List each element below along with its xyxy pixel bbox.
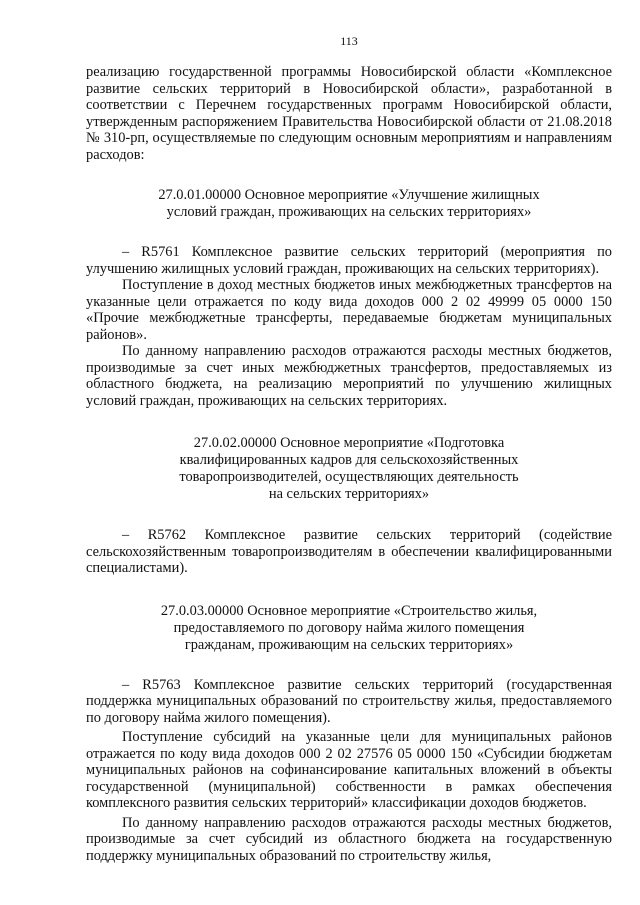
intro-paragraph: реализацию государственной программы Новосибирской области «Комплексное развитие сельских территорий в Новосибирской области», разработанной в соответствии с Перечнем государственных программ Новосибирской области, утвержденным распоряжением Правительства Новосибирской области от 21.08.2018 № 310-рп, осуществляемые по следующим основным мероприятиям и направлениям расходов: (86, 64, 612, 163)
heading-line: предоставляемого по договору найма жилого помещения (173, 619, 525, 636)
section-heading-27-0-02 (86, 435, 612, 503)
section-heading-27-0-03 (86, 603, 612, 654)
heading-line: 27.0.01.00000 Основное мероприятие «Улучшение жилищных (158, 187, 540, 203)
heading-line: товаропроизводителей, осуществляющих деятельность (179, 469, 519, 485)
section-heading-27-0-01 (86, 187, 612, 221)
page-number: 113 (340, 34, 358, 48)
heading-line: условий граждан, проживающих на сельских территориях» (166, 204, 532, 220)
heading-line: 27.0.03.00000 Основное мероприятие «Строительство жилья, (160, 602, 538, 619)
heading-line: гражданам, проживающим на сельских территориях» (184, 636, 514, 653)
expense-item-r5762: – R5762 Комплексное развитие сельских территорий (содействие сельскохозяйственным товаропроизводителям в обеспечении квалифицированными специалистами). (86, 527, 612, 576)
expense-item-r5763: – R5763 Комплексное развитие сельских территорий (государственная поддержка муниципальных образований по строительству жилья, предоставляемого по договору найма жилого помещения). (86, 676, 612, 726)
income-paragraph: Поступление в доход местных бюджетов иных межбюджетных трансфертов на указанные цели отражается по коду вида доходов 000 2 02 49999 05 0000 150 «Прочие межбюджетные трансферты, передаваемые бюджетам муниципальных районов». (86, 277, 612, 343)
heading-line: квалифицированных кадров для сельскохозяйственных (179, 452, 519, 468)
heading-line: 27.0.02.00000 Основное мероприятие «Подготовка (193, 435, 505, 451)
income-paragraph: Поступление субсидий на указанные цели для муниципальных районов отражается по коду вида доходов 000 2 02 27576 05 0000 150 «Субсидии бюджетам муниципальных районов на софинансирование капитальных вложений в объекты государственной (муниципальной) собственности в рамках обеспечения комплексного развития сельских территорий» классификации доходов бюджетов. (86, 729, 612, 811)
expense-item-r5761: – R5761 Комплексное развитие сельских территорий (мероприятия по улучшению жилищных условий граждан, проживающих на сельских территориях). (86, 244, 612, 277)
expense-paragraph: По данному направлению расходов отражаются расходы местных бюджетов, производимые за счет иных межбюджетных трансфертов, предоставляемых из областного бюджета, на реализацию мероприятий по улучшению жилищных условий граждан, проживающих на сельских территориях. (86, 343, 612, 409)
expense-paragraph: По данному направлению расходов отражаются расходы местных бюджетов, производимые за счет субсидий из областного бюджета на государственную поддержку муниципальных образований по строительству жилья, (86, 814, 612, 864)
heading-line: на сельских территориях» (268, 486, 430, 502)
